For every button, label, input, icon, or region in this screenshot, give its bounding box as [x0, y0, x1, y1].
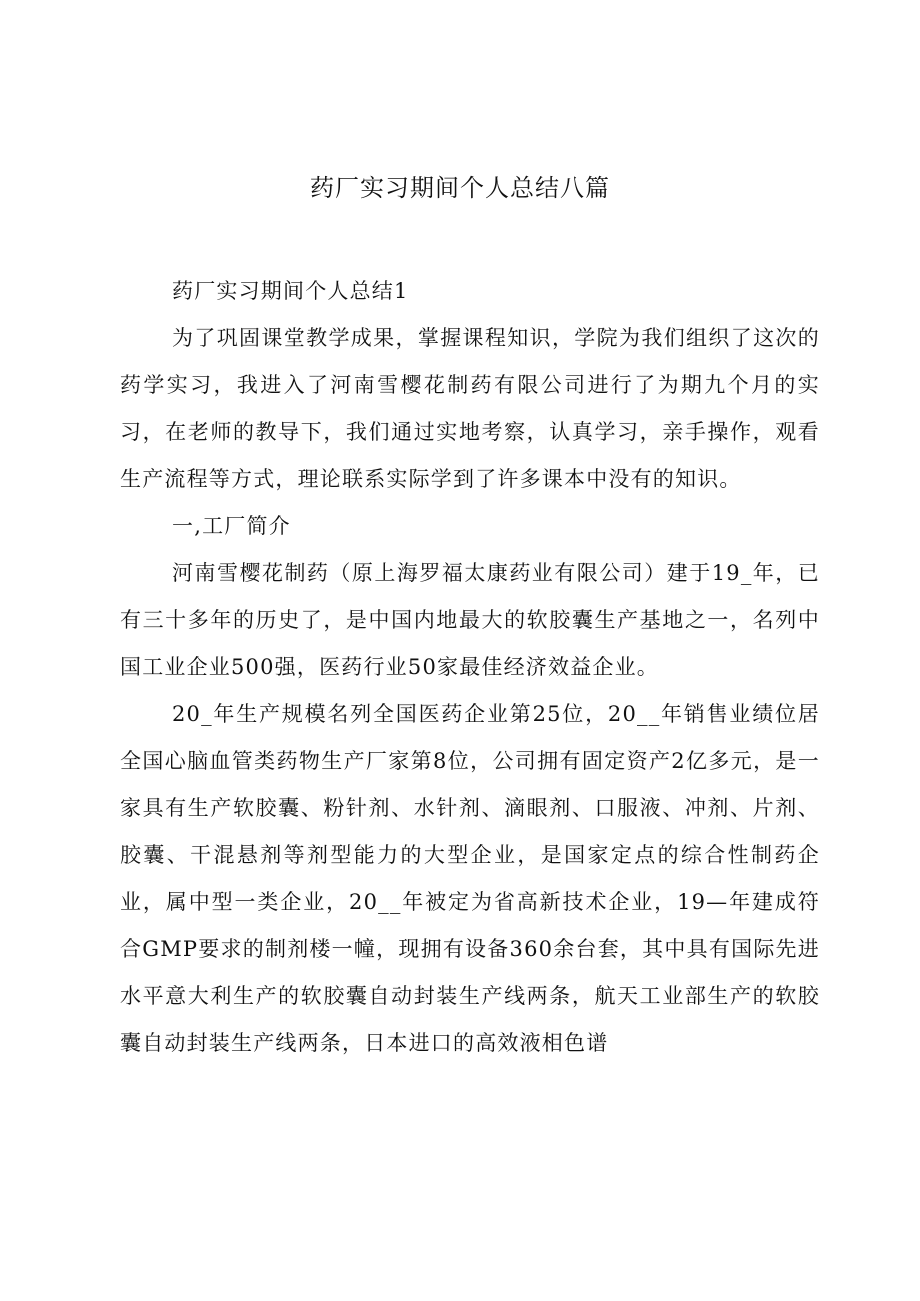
section-heading: 药厂实习期间个人总结1 — [172, 279, 409, 303]
document-body — [120, 268, 820, 1067]
section-heading: 一,工厂简介 — [172, 514, 291, 538]
body-paragraph: 为了巩固课堂教学成果，掌握课程知识，学院为我们组织了这次的药学实习，我进入了河南雪樱花制药有限公司进行了为期九个月的实习，在老师的教导下，我们通过实地考察，认真学习，亲手操作，观看生产流程等方式，理论联系实际学到了许多课本中没有的知识。 — [120, 326, 820, 491]
body-paragraph: 河南雪樱花制药（原上海罗福太康药业有限公司）建于19_年，已有三十多年的历史了，是中国内地最大的软胶囊生产基地之一，名列中国工业企业500强，医药行业50家最佳经济效益企业。 — [120, 561, 820, 679]
body-paragraph: 20_年生产规模名列全国医药企业第25位，20__年销售业绩位居全国心脑血管类药物生产厂家第8位，公司拥有固定资产2亿多元，是一家具有生产软胶囊、粉针剂、水针剂、滴眼剂、口服液、冲剂、片剂、胶囊、干混悬剂等剂型能力的大型企业，是国家定点的综合性制药企业，属中型一类企业，20__年被定为省高新技术企业，19—年建成符合GMP要求的制剂楼一幢，现拥有设备360余台套，其中具有国际先进水平意大利生产的软胶囊自动封装生产线两条，航天工业部生产的软胶囊自动封装生产线两条，日本进口的高效液相色谱 — [120, 702, 820, 1055]
document-title: 药厂实习期间个人总结八篇 — [310, 174, 610, 202]
